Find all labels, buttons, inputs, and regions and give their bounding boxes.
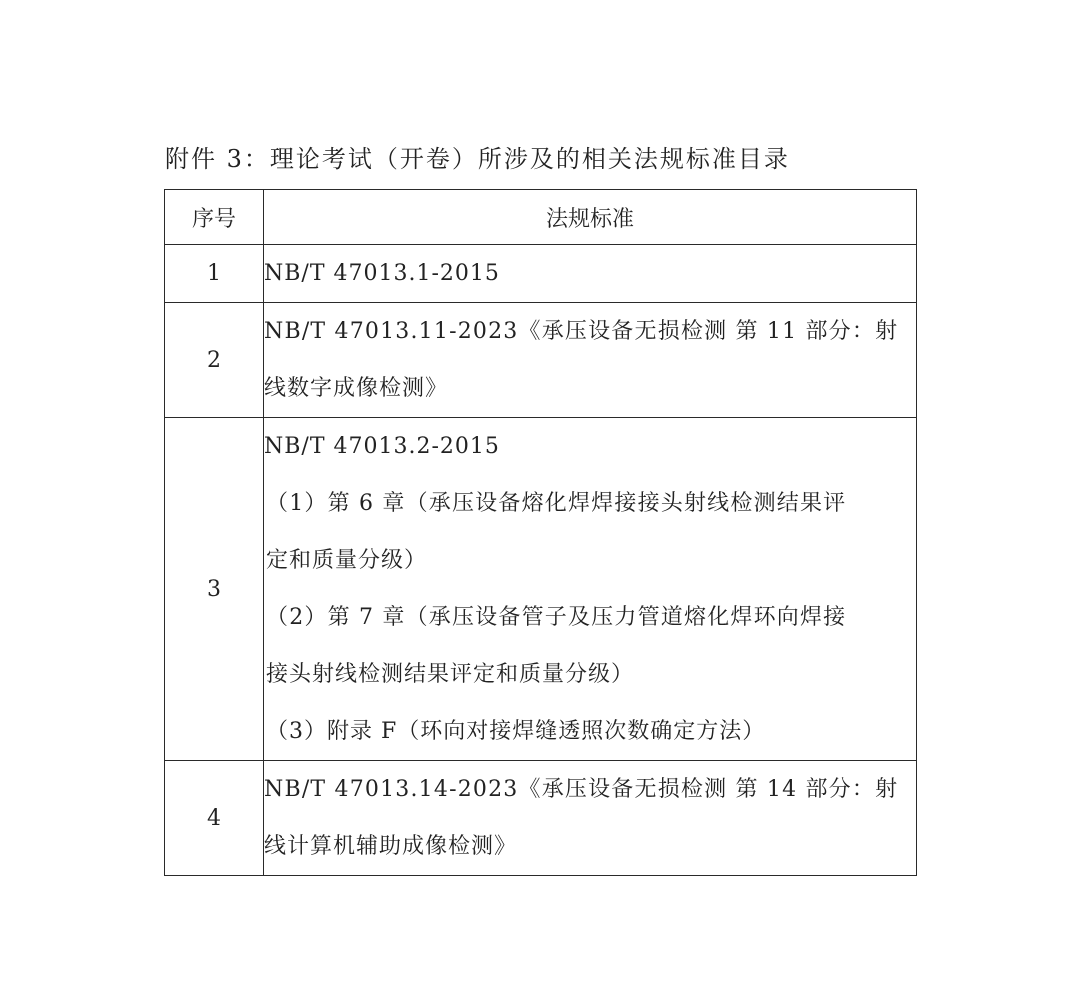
document-title: 附件 3：理论考试（开卷）所涉及的相关法规标准目录 bbox=[165, 145, 790, 173]
row-number: 2 bbox=[165, 303, 264, 418]
standard-subitem: （3）附录 F（环向对接焊缝透照次数确定方法） bbox=[266, 719, 766, 744]
standard-subitem-continued: 定和质量分级） bbox=[266, 548, 428, 573]
header-standard: 法规标准 bbox=[264, 190, 917, 245]
table-row bbox=[165, 418, 917, 761]
table-row bbox=[165, 761, 917, 876]
standard-line: NB/T 47013.2-2015 bbox=[264, 434, 500, 459]
standard-subitem-continued: 接头射线检测结果评定和质量分级） bbox=[266, 662, 635, 687]
standard-line: 线计算机辅助成像检测》 bbox=[264, 834, 518, 859]
table-row bbox=[165, 245, 917, 303]
standard-subitem: （1）第 6 章（承压设备熔化焊焊接接头射线检测结果评 bbox=[266, 491, 847, 516]
row-standard bbox=[264, 245, 917, 303]
standard-line: NB/T 47013.14-2023《承压设备无损检测 第 14 部分：射 bbox=[264, 777, 899, 802]
table-header-row bbox=[165, 190, 917, 245]
standard-subitem: （2）第 7 章（承压设备管子及压力管道熔化焊环向焊接 bbox=[266, 605, 847, 630]
row-standard bbox=[264, 761, 917, 876]
standard-line: NB/T 47013.1-2015 bbox=[264, 261, 500, 286]
row-standard bbox=[264, 303, 917, 418]
row-standard bbox=[264, 418, 917, 761]
table-row bbox=[165, 303, 917, 418]
header-number: 序号 bbox=[165, 190, 264, 245]
standard-line: 线数字成像检测》 bbox=[264, 376, 449, 401]
row-number: 1 bbox=[165, 245, 264, 303]
standards-table bbox=[164, 189, 917, 876]
standard-line: NB/T 47013.11-2023《承压设备无损检测 第 11 部分：射 bbox=[264, 319, 899, 344]
row-number: 4 bbox=[165, 761, 264, 876]
row-number: 3 bbox=[165, 418, 264, 761]
